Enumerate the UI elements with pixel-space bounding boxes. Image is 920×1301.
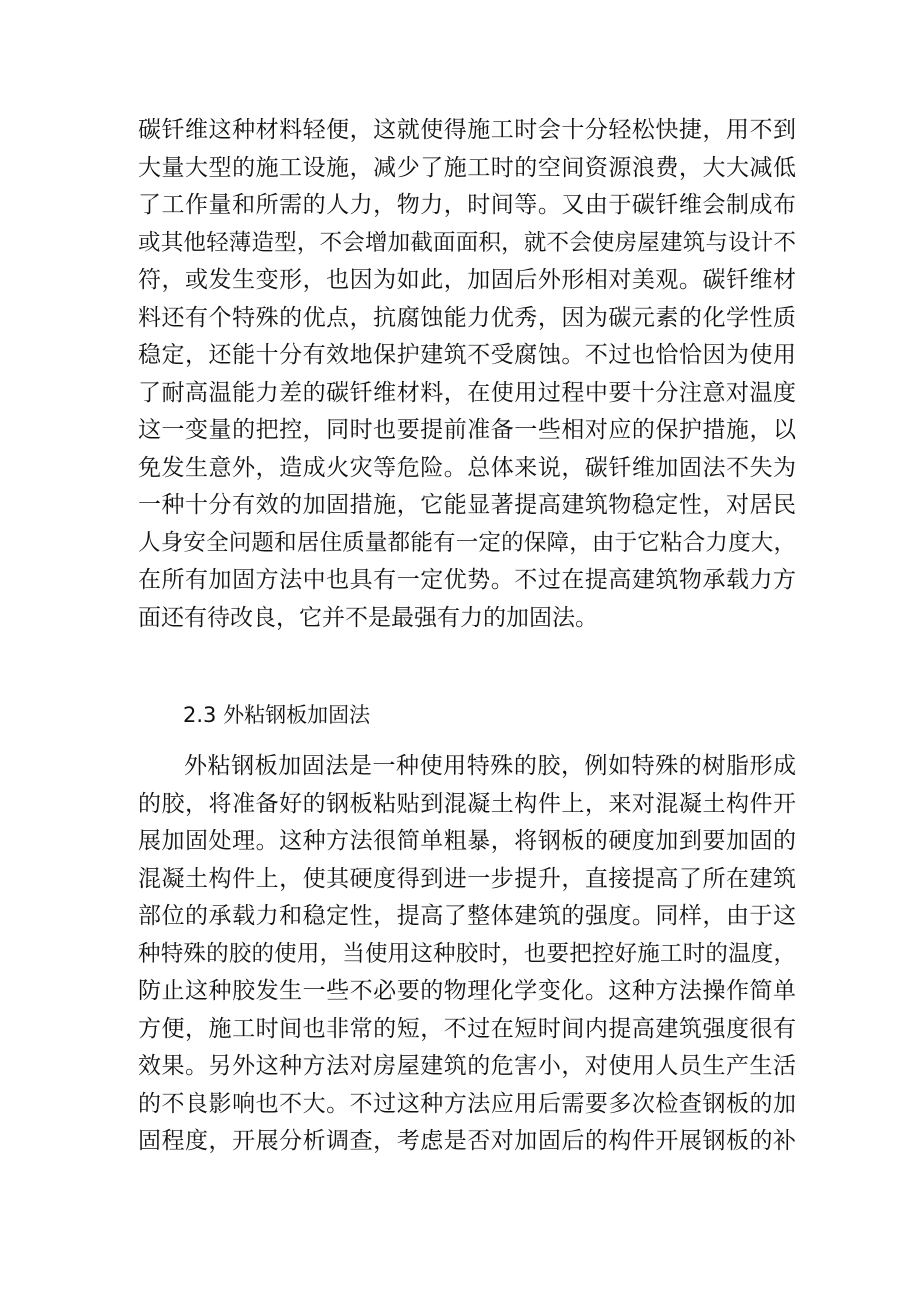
- text-line: 防止这种胶发生一些不必要的物理化学变化。这种方法操作简单: [138, 978, 796, 1004]
- text-line: 一种十分有效的加固措施，它能显著提高建筑物稳定性，对居民: [138, 492, 796, 518]
- text-line: 碳钎维这种材料轻便，这就使得施工时会十分轻松快捷，用不到: [138, 117, 796, 143]
- text-line: 展加固处理。这种方法很简单粗暴，将钢板的硬度加到要加固的: [138, 828, 796, 854]
- text-line: 固程度，开展分析调查，考虑是否对加固后的构件开展钢板的补: [138, 1128, 796, 1154]
- text-line: 符，或发生变形，也因为如此，加固后外形相对美观。碳钎维材: [138, 267, 796, 293]
- text-line: 这一变量的把控，同时也要提前准备一些相对应的保护措施，以: [138, 417, 796, 443]
- text-line: 外粘钢板加固法是一种使用特殊的胶，例如特殊的树脂形成: [184, 753, 796, 779]
- text-line: 免发生意外，造成火灾等危险。总体来说，碳钎维加固法不失为: [138, 454, 796, 481]
- text-line: 在所有加固方法中也具有一定优势。不过在提高建筑物承载力方: [138, 567, 796, 593]
- text-line: 了耐高温能力差的碳钎维材料，在使用过程中要十分注意对温度: [138, 379, 796, 406]
- text-line: 或其他轻薄造型，不会增加截面面积，就不会使房屋建筑与设计不: [138, 229, 796, 256]
- text-line: 大量大型的施工设施，减少了施工时的空间资源浪费，大大减低: [138, 154, 796, 181]
- text-line: 了工作量和所需的人力，物力，时间等。又由于碳钎维会制成布: [138, 192, 796, 218]
- text-line: 效果。另外这种方法对房屋建筑的危害小，对使用人员生产生活: [138, 1053, 796, 1079]
- text-line: 方便，施工时间也非常的短，不过在短时间内提高建筑强度很有: [138, 1015, 796, 1042]
- text-line: 人身安全问题和居住质量都能有一定的保障，由于它粘合力度大，: [138, 529, 796, 556]
- section-heading: 2.3 外粘钢板加固法: [183, 703, 371, 727]
- text-line: 面还有待改良，它并不是最强有力的加固法。: [138, 604, 598, 631]
- text-line: 稳定，还能十分有效地保护建筑不受腐蚀。不过也恰恰因为使用: [138, 342, 796, 368]
- text-line: 的胶，将准备好的钢板粘贴到混凝土构件上，来对混凝土构件开: [138, 790, 796, 817]
- text-line: 部位的承载力和稳定性，提高了整体建筑的强度。同样，由于这: [138, 903, 796, 929]
- body-paragraph: [138, 112, 796, 637]
- text-line: 料还有个特殊的优点，抗腐蚀能力优秀，因为碳元素的化学性质: [138, 304, 796, 331]
- body-paragraph: [138, 748, 796, 1161]
- text-line: 种特殊的胶的使用，当使用这种胶时，也要把控好施工时的温度，: [138, 940, 796, 967]
- text-line: 混凝土构件上，使其硬度得到进一步提升，直接提高了所在建筑: [138, 865, 796, 892]
- text-line: 的不良影响也不大。不过这种方法应用后需要多次检查钢板的加: [138, 1090, 796, 1117]
